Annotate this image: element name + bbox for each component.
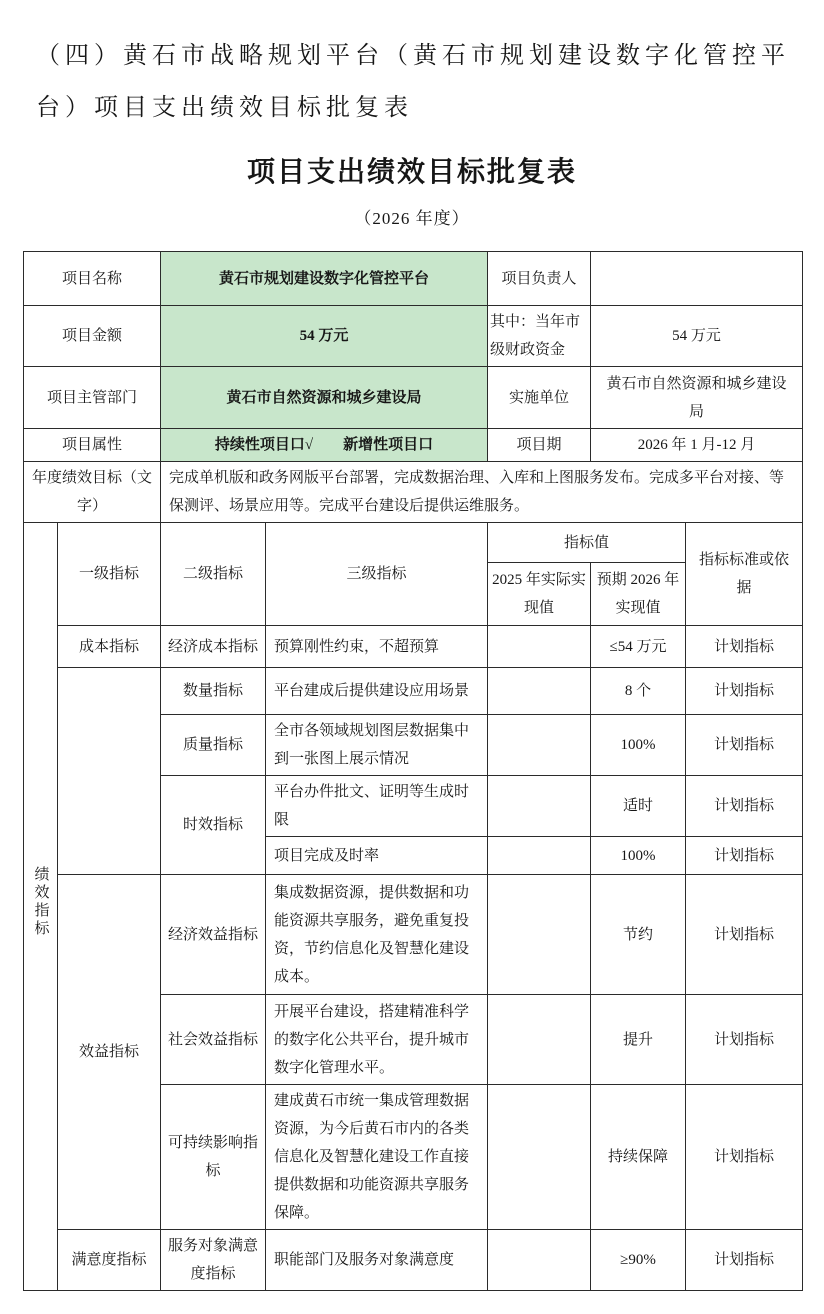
cell-2025-budget xyxy=(488,626,591,668)
cell-level2-quantity: 数量指标 xyxy=(161,668,266,715)
cell-2025-data-integration xyxy=(488,875,591,995)
cell-level2-social-benefit: 社会效益指标 xyxy=(161,995,266,1085)
cell-level3-unified-data: 建成黄石市统一集成管理数据资源，为今后黄石市内的各类信息化及智慧化建设工作直接提供数据和功能资源共享服务保障。 xyxy=(266,1085,488,1230)
cell-2025-doc-generation xyxy=(488,776,591,837)
cell-2026-doc-generation: 适时 xyxy=(591,776,686,837)
row-project-name xyxy=(24,252,803,306)
cell-std-digital-platform: 计划指标 xyxy=(686,995,803,1085)
cell-attribute-value: 持续性项目口√ 新增性项目口 xyxy=(161,429,488,462)
cell-std-map-layers: 计划指标 xyxy=(686,715,803,776)
row-annual-goal xyxy=(24,462,803,523)
cell-project-name-value: 黄石市规划建设数字化管控平台 xyxy=(161,252,488,306)
table-title: 项目支出绩效目标批复表 xyxy=(246,157,577,188)
cell-level1-benefit: 效益指标 xyxy=(58,875,161,1230)
header-level2: 二级指标 xyxy=(161,523,266,626)
cell-level1-cost: 成本指标 xyxy=(58,626,161,668)
cell-2026-data-integration: 节约 xyxy=(591,875,686,995)
cell-level3-data-integration: 集成数据资源，提供数据和功能资源共享服务，避免重复投资，节约信息化及智慧化建设成本。 xyxy=(266,875,488,995)
cell-level2-timeliness: 时效指标 xyxy=(161,776,266,875)
cell-level2-sustainable: 可持续影响指标 xyxy=(161,1085,266,1230)
cell-2025-digital-platform xyxy=(488,995,591,1085)
cell-level3-map-layers: 全市各领域规划图层数据集中到一张图上展示情况 xyxy=(266,715,488,776)
cell-std-satisfaction-rate: 计划指标 xyxy=(686,1230,803,1291)
cell-city-funds-label: 其中：当年市级财政资金 xyxy=(488,306,591,367)
row-economic-benefit xyxy=(24,875,803,995)
cell-project-name-label: 项目名称 xyxy=(24,252,161,306)
cell-city-funds-value: 54 万元 xyxy=(591,306,803,367)
cell-project-period-value: 2026 年 1 月-12 月 xyxy=(591,429,803,462)
cell-department-value: 黄石市自然资源和城乡建设局 xyxy=(161,367,488,429)
row-indicator-header-top xyxy=(24,523,803,563)
cell-std-doc-generation: 计划指标 xyxy=(686,776,803,837)
cell-annual-goal-text: 完成单机版和政务网版平台部署，完成数据治理、入库和上图服务发布。完成多平台对接、等保测评、场景应用等。完成平台建设后提供运维服务。 xyxy=(161,462,803,523)
cell-2025-on-time-rate xyxy=(488,837,591,875)
cell-level3-scenes: 平台建成后提供建设应用场景 xyxy=(266,668,488,715)
row-project-department xyxy=(24,367,803,429)
header-level1: 一级指标 xyxy=(58,523,161,626)
cell-level1-output-empty xyxy=(58,668,161,875)
cell-attribute-label: 项目属性 xyxy=(24,429,161,462)
row-satisfaction-indicator xyxy=(24,1230,803,1291)
cell-level3-digital-platform: 开展平台建设，搭建精准科学的数字化公共平台，提升城市数字化管理水平。 xyxy=(266,995,488,1085)
cell-level2-economic-cost: 经济成本指标 xyxy=(161,626,266,668)
cell-level2-quality: 质量指标 xyxy=(161,715,266,776)
table-subtitle: （2026 年度） xyxy=(354,209,470,228)
cell-implement-unit-label: 实施单位 xyxy=(488,367,591,429)
cell-level3-satisfaction-rate: 职能部门及服务对象满意度 xyxy=(266,1230,488,1291)
cell-2026-map-layers: 100% xyxy=(591,715,686,776)
cell-2026-budget: ≤54 万元 xyxy=(591,626,686,668)
header-value-group: 指标值 xyxy=(488,523,686,563)
cell-level3-budget: 预算刚性约束，不超预算 xyxy=(266,626,488,668)
cell-2026-unified-data: 持续保障 xyxy=(591,1085,686,1230)
cell-std-budget: 计划指标 xyxy=(686,626,803,668)
cell-2025-unified-data xyxy=(488,1085,591,1230)
header-level3: 三级指标 xyxy=(266,523,488,626)
cell-std-unified-data: 计划指标 xyxy=(686,1085,803,1230)
cell-2026-scenes: 8 个 xyxy=(591,668,686,715)
cell-2025-map-layers xyxy=(488,715,591,776)
section-heading: （四）黄石市战略规划平台（黄石市规划建设数字化管控平台）项目支出绩效目标批复表 xyxy=(36,43,790,121)
performance-target-table xyxy=(23,251,803,1291)
cell-level3-doc-generation: 平台办件批文、证明等生成时限 xyxy=(266,776,488,837)
cell-level3-on-time-rate: 项目完成及时率 xyxy=(266,837,488,875)
cell-2026-digital-platform: 提升 xyxy=(591,995,686,1085)
cell-level2-service-satisfaction: 服务对象满意度指标 xyxy=(161,1230,266,1291)
cell-2026-on-time-rate: 100% xyxy=(591,837,686,875)
cell-project-leader-label: 项目负责人 xyxy=(488,252,591,306)
cell-std-on-time-rate: 计划指标 xyxy=(686,837,803,875)
row-quantity-indicator xyxy=(24,668,803,715)
side-label-text: 绩效指标 xyxy=(32,865,49,938)
cell-2025-scenes xyxy=(488,668,591,715)
header-2026: 预期 2026 年实现值 xyxy=(591,563,686,626)
cell-annual-goal-label: 年度绩效目标（文字） xyxy=(24,462,161,523)
row-project-amount xyxy=(24,306,803,367)
document-page xyxy=(0,30,824,1291)
cell-project-amount-label: 项目金额 xyxy=(24,306,161,367)
row-project-attribute xyxy=(24,429,803,462)
cell-2026-satisfaction-rate: ≥90% xyxy=(591,1230,686,1291)
cell-level2-economic-benefit: 经济效益指标 xyxy=(161,875,266,995)
cell-2025-satisfaction-rate xyxy=(488,1230,591,1291)
cell-std-data-integration: 计划指标 xyxy=(686,875,803,995)
cell-implement-unit-value: 黄石市自然资源和城乡建设局 xyxy=(591,367,803,429)
cell-std-scenes: 计划指标 xyxy=(686,668,803,715)
cell-side-label xyxy=(24,523,58,1291)
cell-project-period-label: 项目期 xyxy=(488,429,591,462)
header-standard: 指标标准或依据 xyxy=(686,523,803,626)
cell-project-amount-value: 54 万元 xyxy=(161,306,488,367)
row-cost-indicator xyxy=(24,626,803,668)
header-2025: 2025 年实际实现值 xyxy=(488,563,591,626)
cell-department-label: 项目主管部门 xyxy=(24,367,161,429)
cell-project-leader-value xyxy=(591,252,803,306)
cell-level1-satisfaction: 满意度指标 xyxy=(58,1230,161,1291)
